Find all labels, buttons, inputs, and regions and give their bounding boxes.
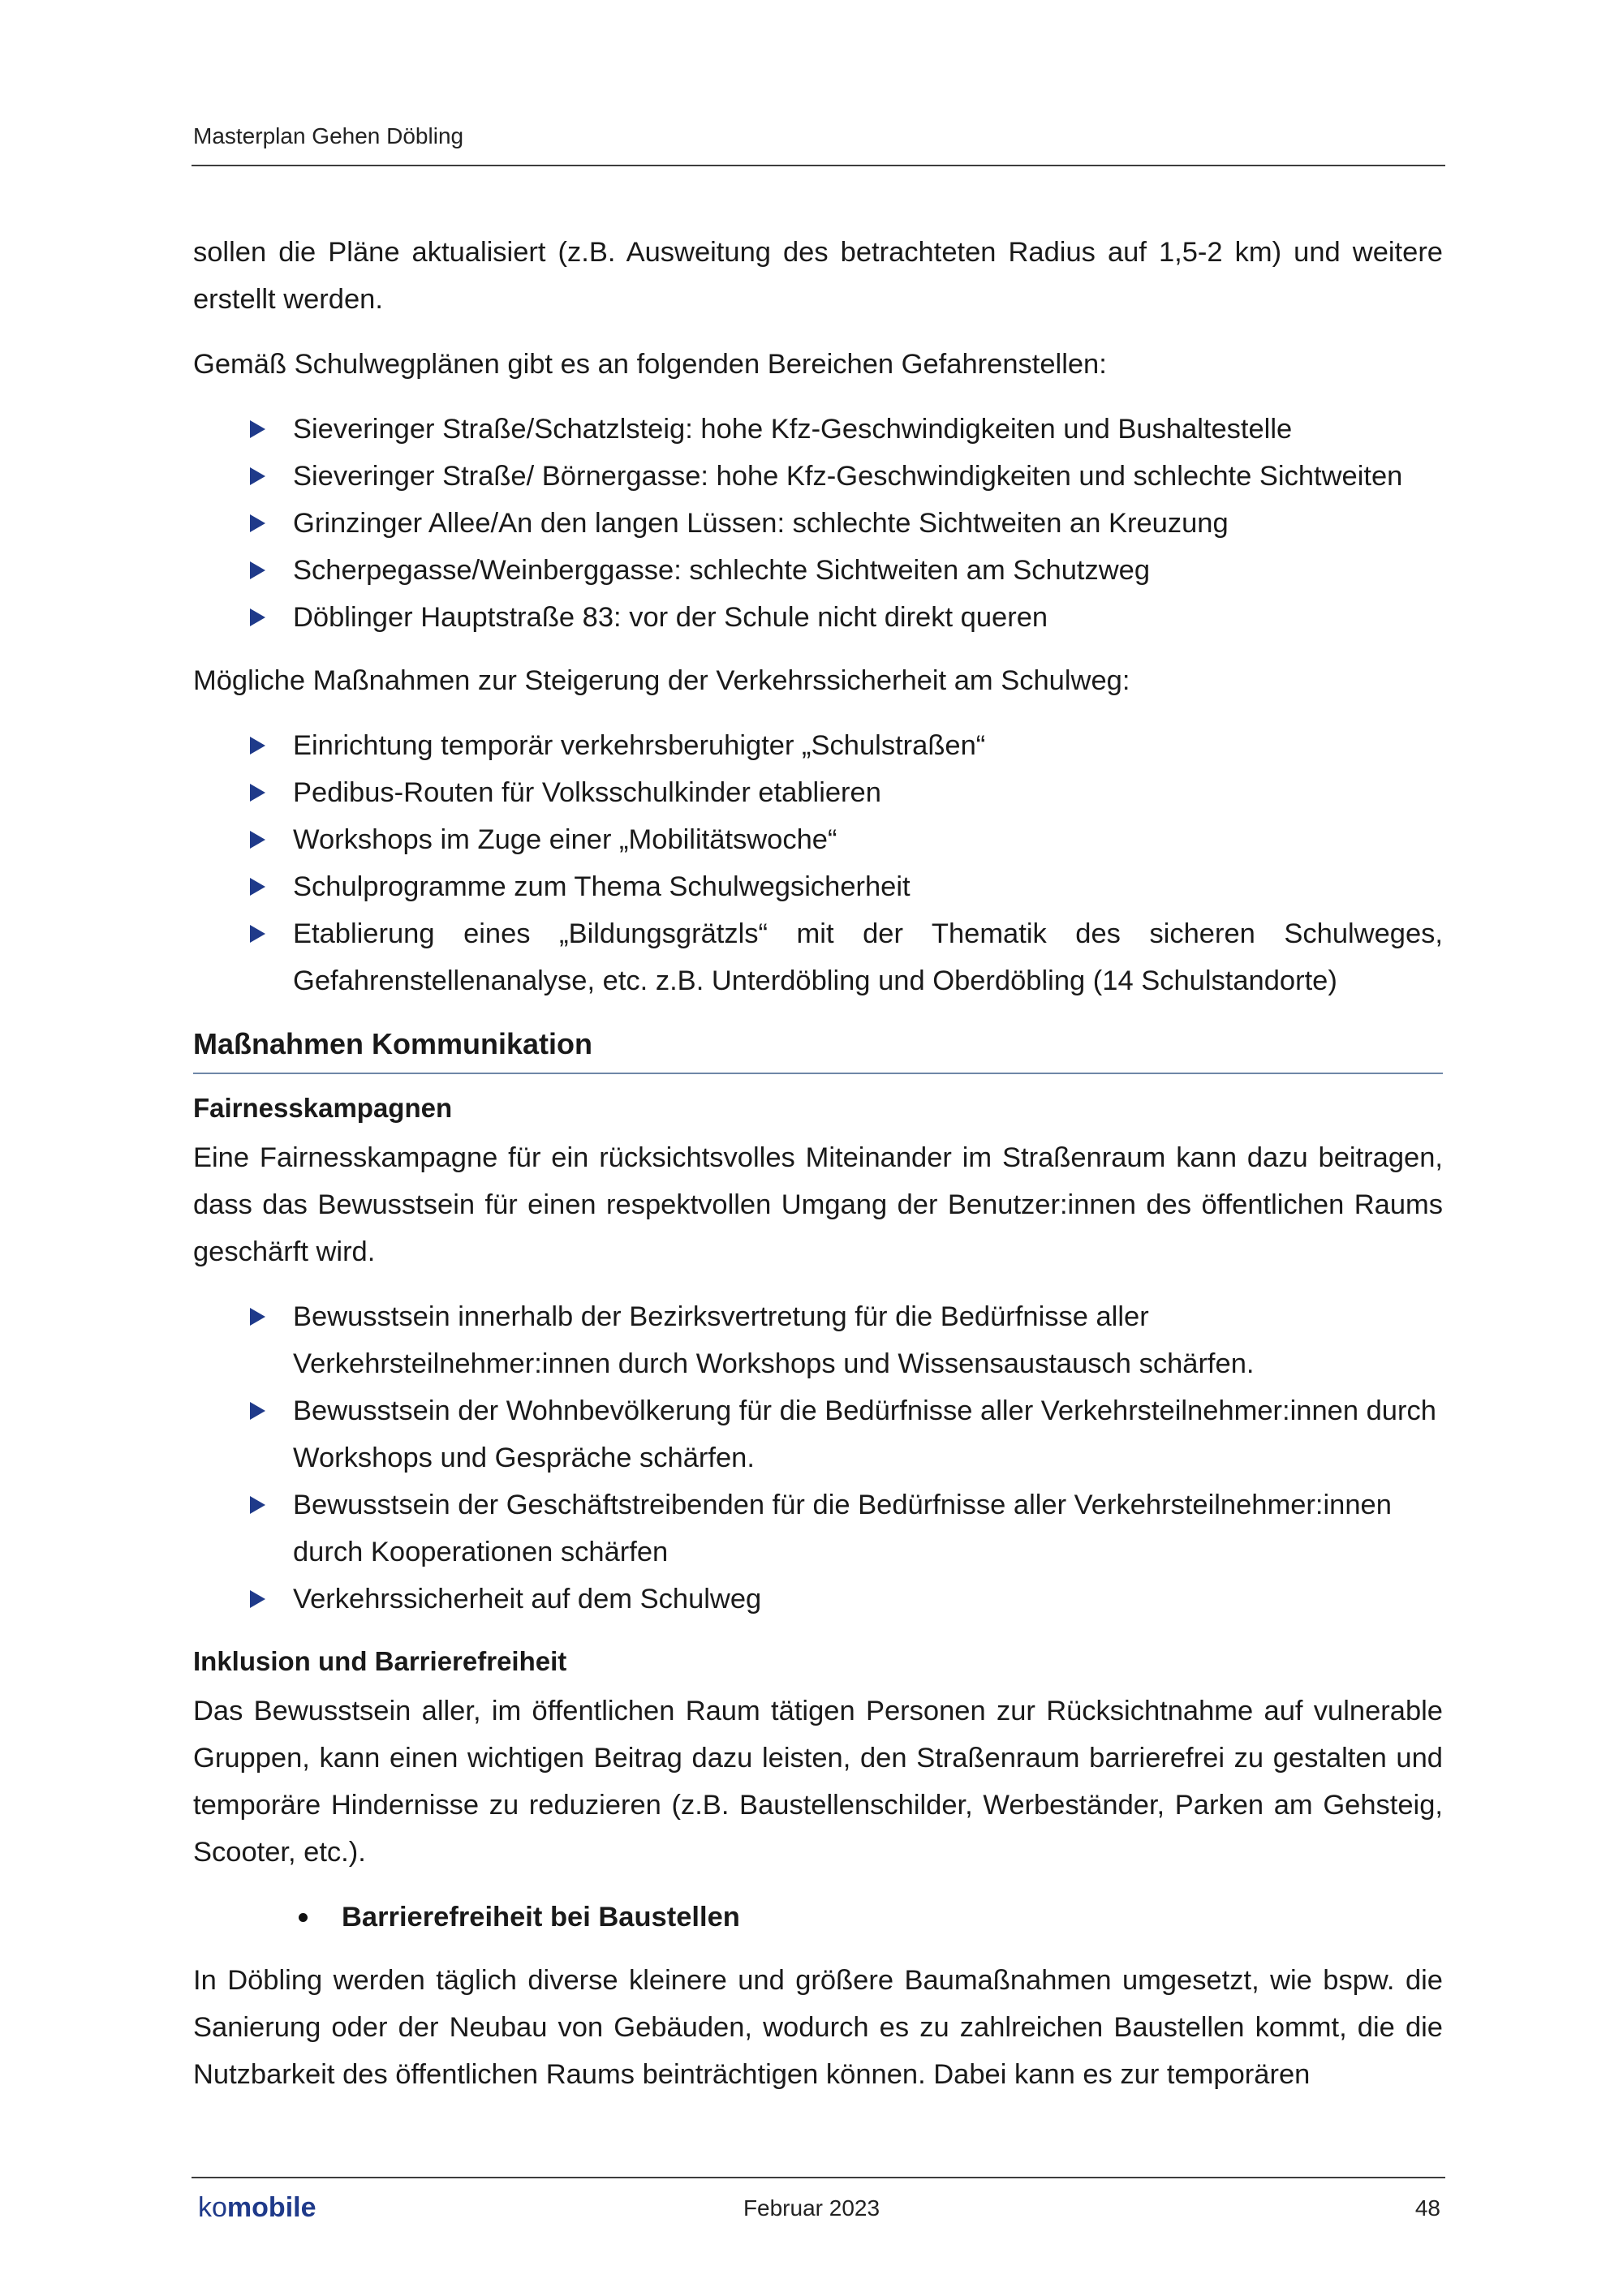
intro-paragraph: sollen die Pläne aktualisiert (z.B. Ausweitung des betrachteten Radius auf 1,5-2 km) und weitere erstellt werden.	[193, 237, 1443, 315]
list-item: Sieveringer Straße/ Börnergasse: hohe Kfz-Geschwindigkeiten und schlechte Sichtweiten	[193, 453, 1443, 500]
triangle-bullet-icon	[250, 420, 265, 438]
list-item: Workshops im Zuge einer „Mobilitätswoche“	[193, 816, 1443, 863]
list-item: Bewusstsein der Geschäftstreibenden für die Bedürfnisse aller Verkehrsteilnehmer:innen durch Kooperationen schärfen	[193, 1481, 1443, 1576]
construction-paragraph: In Döbling werden täglich diverse kleinere und größere Baumaßnahmen umgesetzt, wie bspw. die Sanierung oder der Neubau von Gebäuden, wodurch es zu zahlreichen Baustellen kommt, die die Nutzbarkeit des öffentlichen Raums beinträchtigen können. Dabei kann es zur temporären	[193, 1965, 1443, 2090]
triangle-bullet-icon	[250, 737, 265, 755]
triangle-bullet-icon	[250, 878, 265, 896]
section-rule	[193, 1073, 1443, 1074]
triangle-bullet-icon	[250, 561, 265, 579]
triangle-bullet-icon	[250, 608, 265, 626]
triangle-bullet-icon	[250, 514, 265, 532]
list-item: Verkehrssicherheit auf dem Schulweg	[193, 1576, 1443, 1623]
page-content	[193, 229, 1443, 2116]
triangle-bullet-icon	[250, 1308, 265, 1326]
footer-rule	[192, 2177, 1445, 2178]
subheading-construction-sites: Barrierefreiheit bei Baustellen	[193, 1894, 1443, 1941]
list-item: Döblinger Hauptstraße 83: vor der Schule nicht direkt queren	[193, 594, 1443, 641]
subheading-inclusion: Inklusion und Barrierefreiheit	[193, 1646, 567, 1676]
hazards-list	[193, 406, 1443, 641]
list-item: Grinzinger Allee/An den langen Lüssen: schlechte Sichtweiten an Kreuzung	[193, 500, 1443, 547]
header-rule	[192, 165, 1445, 166]
fairness-paragraph: Eine Fairnesskampagne für ein rücksichtsvolles Miteinander im Straßenraum kann dazu beitragen, dass das Bewusstsein für einen respektvollen Umgang der Benutzer:innen des öffentlichen Raums geschärft wird.	[193, 1142, 1443, 1267]
list-item: Schulprogramme zum Thema Schulwegsicherheit	[193, 863, 1443, 910]
list-item: Sieveringer Straße/Schatzlsteig: hohe Kfz-Geschwindigkeiten und Bushaltestelle	[193, 406, 1443, 453]
triangle-bullet-icon	[250, 1590, 265, 1608]
list-item: Bewusstsein innerhalb der Bezirksvertretung für die Bedürfnisse aller Verkehrsteilnehmer:innen durch Workshops und Wissensaustausch schärfen.	[193, 1293, 1443, 1387]
measures-intro: Mögliche Maßnahmen zur Steigerung der Verkehrssicherheit am Schulweg:	[193, 665, 1130, 696]
triangle-bullet-icon	[250, 831, 265, 849]
triangle-bullet-icon	[250, 784, 265, 802]
list-item: Scherpegasse/Weinberggasse: schlechte Sichtweiten am Schutzweg	[193, 547, 1443, 594]
inclusion-paragraph: Das Bewusstsein aller, im öffentlichen Raum tätigen Personen zur Rücksichtnahme auf vulnerable Gruppen, kann einen wichtigen Beitrag dazu leisten, den Straßenraum barrierefrei zu gestalten und temporäre Hindernisse zu reduzieren (z.B. Baustellenschilder, Werbeständer, Parken am Gehsteig, Scooter, etc.).	[193, 1696, 1443, 1868]
triangle-bullet-icon	[250, 925, 265, 943]
subheading-fairness: Fairnesskampagnen	[193, 1093, 453, 1123]
footer-date: Februar 2023	[743, 2195, 880, 2221]
komobile-logo: komobile	[198, 2192, 316, 2223]
fairness-list	[193, 1293, 1443, 1623]
measures-list	[193, 722, 1443, 1004]
list-item: Einrichtung temporär verkehrsberuhigter „Schulstraßen“	[193, 722, 1443, 769]
page-number: 48	[1414, 2195, 1440, 2221]
triangle-bullet-icon	[250, 467, 265, 485]
triangle-bullet-icon	[250, 1496, 265, 1514]
list-item: Bewusstsein der Wohnbevölkerung für die Bedürfnisse aller Verkehrsteilnehmer:innen durch Workshops und Gespräche schärfen.	[193, 1387, 1443, 1481]
bullet-dot-icon	[299, 1913, 308, 1922]
list-item: Pedibus-Routen für Volksschulkinder etablieren	[193, 769, 1443, 816]
running-header: Masterplan Gehen Döbling	[193, 123, 464, 148]
section-heading-communication: Maßnahmen Kommunikation	[193, 1027, 593, 1060]
list-item: Etablierung eines „Bildungsgrätzls“ mit der Thematik des sicheren Schulweges, Gefahrenstellenanalyse, etc. z.B. Unterdöbling und Oberdöbling (14 Schulstandorte)	[193, 910, 1443, 1004]
hazards-intro: Gemäß Schulwegplänen gibt es an folgenden Bereichen Gefahrenstellen:	[193, 349, 1107, 380]
triangle-bullet-icon	[250, 1402, 265, 1420]
